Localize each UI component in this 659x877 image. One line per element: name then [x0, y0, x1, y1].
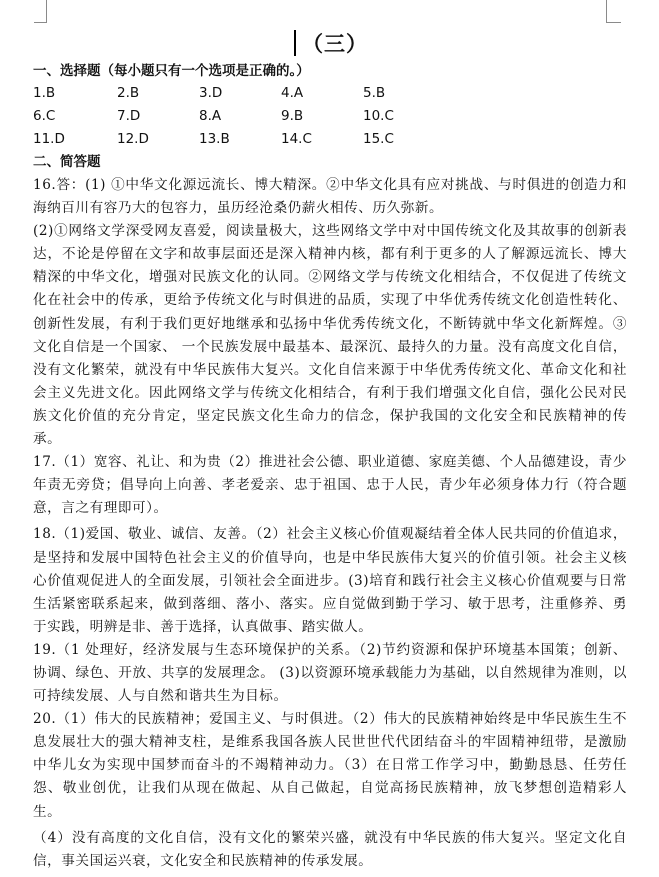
answer-paragraph-18: 18.（1)爱国、敬业、诚信、友善。（2）社会主义核心价值观凝结着全体人民共同的价值追求，是坚持和发展中国特色社会主义的价值导向，也是中华民族伟大复兴的价值引领。社会主义核心价值观促进人的全面发展，引领社会全面进步。(3)培育和践行社会主义核心价值观要与日常生活紧密联系起来，做到落细、落小、落实。应自觉做到勤于学习、敏于思考，注重修养、勇于实践，明辨是非、善于选择，认真做事、踏实做人。 — [33, 526, 627, 635]
answer-paragraph-16-1: 16.答：(1) ①中华文化源远流长、博大精深。②中华文化具有应对挑战、与时俱进的创造力和海纳百川有容乃大的包容力，虽历经沧桑仍薪火相传、历久弥新。 — [33, 177, 627, 217]
answer-item: 10.C — [363, 108, 394, 124]
answer-item: 1.B — [33, 85, 56, 101]
answer-item: 5.B — [363, 85, 386, 101]
document-body — [33, 60, 627, 873]
page-corner-mark-right — [606, 0, 621, 23]
answer-item: 6.C — [33, 108, 56, 124]
answer-item: 9.B — [281, 108, 304, 124]
answer-paragraph-17: 17.（1）宽容、礼让、和为贵（2）推进社会公德、职业道德、家庭美德、个人品德建设，青少年责无旁贷；倡导向上向善、孝老爱亲、忠于祖国、忠于人民，青少年必须身体力行（符合题意，言之有理即可）。 — [33, 454, 627, 517]
answer-paragraph-20-4: （4）没有高度的文化自信，没有文化的繁荣兴盛，就没有中华民族的伟大复兴。坚定文化自信，事关国运兴衰，文化安全和民族精神的传承发展。 — [33, 829, 627, 869]
answer-item: 13.B — [199, 131, 230, 147]
answer-item: 11.D — [33, 131, 65, 147]
answer-paragraph-19: 19.（1 处理好，经济发展与生态环境保护的关系。（2)节约资源和保护环境基本国策；创新、协调、绿色、开放、共享的发展理念。 (3)以资源环境承载能力为基础，以自然规律为准则，以可持续发展、人与自然和谐共生为目标。 — [33, 641, 627, 705]
answer-item: 14.C — [281, 131, 312, 147]
answer-paragraph-16-2: (2)①网络文学深受网友喜爱，阅读量极大，这些网络文学中对中国传统文化及其故事的创新表达，不论是停留在文字和故事层面还是深入精神内核，都有利于更多的人了解源远流长、博大精深的中华文化，增强对民族文化的认同。②网络文学与传统文化相结合，不仅促进了传统文化在社会中的传承，更给予传统文化与时俱进的品质，实现了中华优秀传统文化创造性转化、创新性发展，有利于我们更好地继承和弘扬中华优秀传统文化，不断铸就中华文化新辉煌。③文化自信是一个国家、 一个民族发展中最基本、最深沉、最持久的力量。没有高度文化自信，没有文化繁荣，就没有中华民族伟大复兴。文化自信来源于中华优秀传统文化、革命文化和社会主义先进文化。因此网络文学与传统文化相结合，有利于我们增强文化自信，强化公民对民族文化价值的充分肯定，坚定民族文化生命力的信念，保护我国的文化安全和民族精神的传承。 — [33, 223, 627, 448]
answer-item: 2.B — [117, 85, 140, 101]
section-heading-multiple-choice: 一、选择题（每小题只有一个选项是正确的。） — [33, 63, 310, 79]
answer-item: 15.C — [363, 131, 394, 147]
section-heading-short-answer: 二、简答题 — [33, 154, 101, 170]
answer-item: 3.D — [199, 85, 223, 101]
answer-item: 12.D — [117, 131, 149, 147]
answer-item: 7.D — [117, 108, 141, 124]
answer-row — [33, 105, 627, 128]
page-corner-mark-left — [34, 0, 47, 23]
page-title: （三） — [302, 31, 368, 56]
answer-row — [33, 82, 627, 105]
answer-item: 8.A — [199, 108, 222, 124]
answer-row — [33, 128, 627, 151]
answer-item: 4.A — [281, 85, 304, 101]
answer-paragraph-20: 20.（1）伟大的民族精神；爱国主义、与时俱进。（2）伟大的民族精神始终是中华民族生生不息发展壮大的强大精神支柱，是维系我国各族人民世世代代团结奋斗的牢固精神纽带，是激励中华儿女为实现中国梦而奋斗的不竭精神动力。（3）在日常工作学习中，勤勤恳恳、任劳任怨、敬业创优，让我们从现在做起、从自己做起，自觉高扬民族精神，放飞梦想创造精彩人生。 — [33, 711, 627, 820]
text-cursor — [294, 30, 296, 56]
